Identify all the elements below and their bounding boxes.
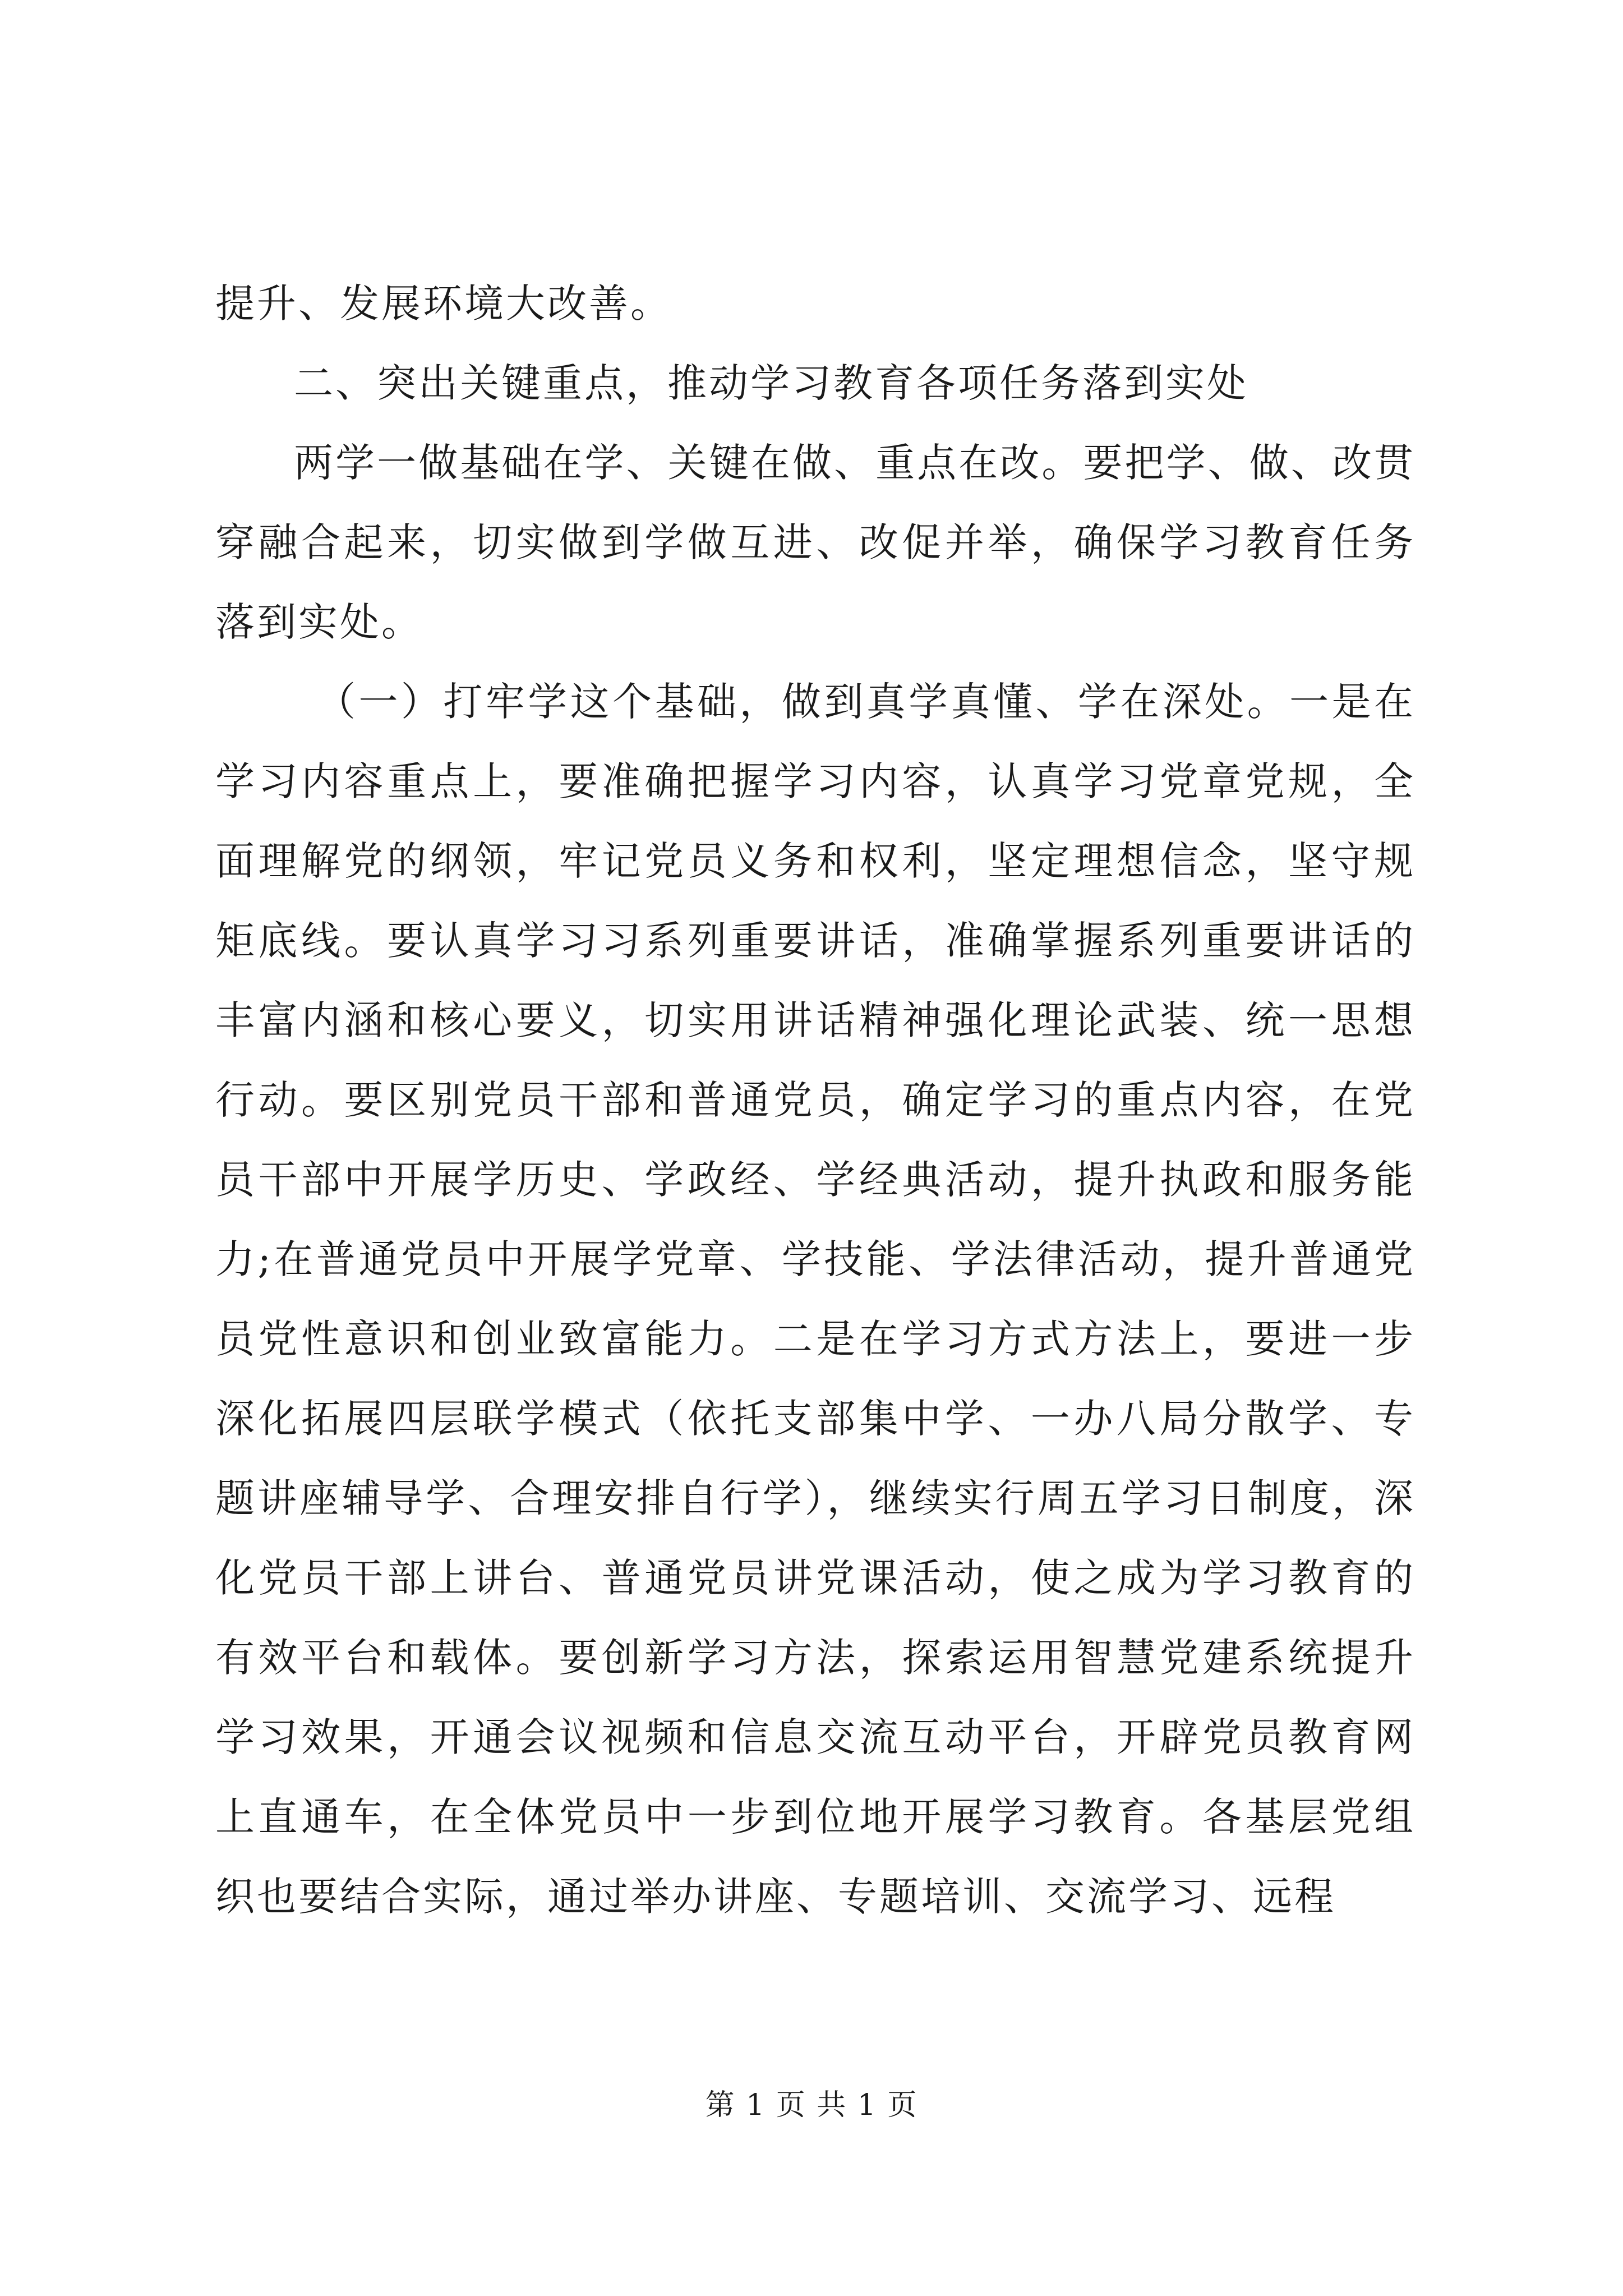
- section-heading: 二、突出关键重点，推动学习教育各项任务落到实处: [294, 360, 1248, 406]
- paragraph-continuation: 提升、发展环境大改善。: [215, 280, 672, 326]
- paragraph-intro: 两学一做基础在学、关键在做、重点在改。要把学、做、改贯穿融合起来，切实做到学做互进、改促并举，确保学习教育任务落到实处。: [215, 440, 1415, 645]
- paragraph-subsection-one: （一）打牢学这个基础，做到真学真懂、学在深处。一是在学习内容重点上，要准确把握学习内容，认真学习党章党规，全面理解党的纲领，牢记党员义务和权利，坚定理想信念，坚守规矩底线。要认真学习习系列重要讲话，准确掌握系列重要讲话的丰富内涵和核心要义，切实用讲话精神强化理论武装、统一思想行动。要区别党员干部和普通党员，确定学习的重点内容，在党员干部中开展学历史、学政经、学经典活动，提升执政和服务能力;在普通党员中开展学党章、学技能、学法律活动，提升普通党员党性意识和创业致富能力。二是在学习方式方法上，要进一步深化拓展四层联学模式（依托支部集中学、一办八局分散学、专题讲座辅导学、合理安排自行学），继续实行周五学习日制度，深化党员干部上讲台、普通党员讲党课活动，使之成为学习教育的有效平台和载体。要创新学习方法，探索运用智慧党建系统提升学习效果，开通会议视频和信息交流互动平台，开辟党员教育网上直通车，在全体党员中一步到位地开展学习教育。各基层党组织也要结合实际，通过举办讲座、专题培训、交流学习、远程: [215, 679, 1415, 1920]
- document-body: [215, 264, 1415, 1936]
- page-footer: 第 1 页 共 1 页: [705, 2088, 918, 2122]
